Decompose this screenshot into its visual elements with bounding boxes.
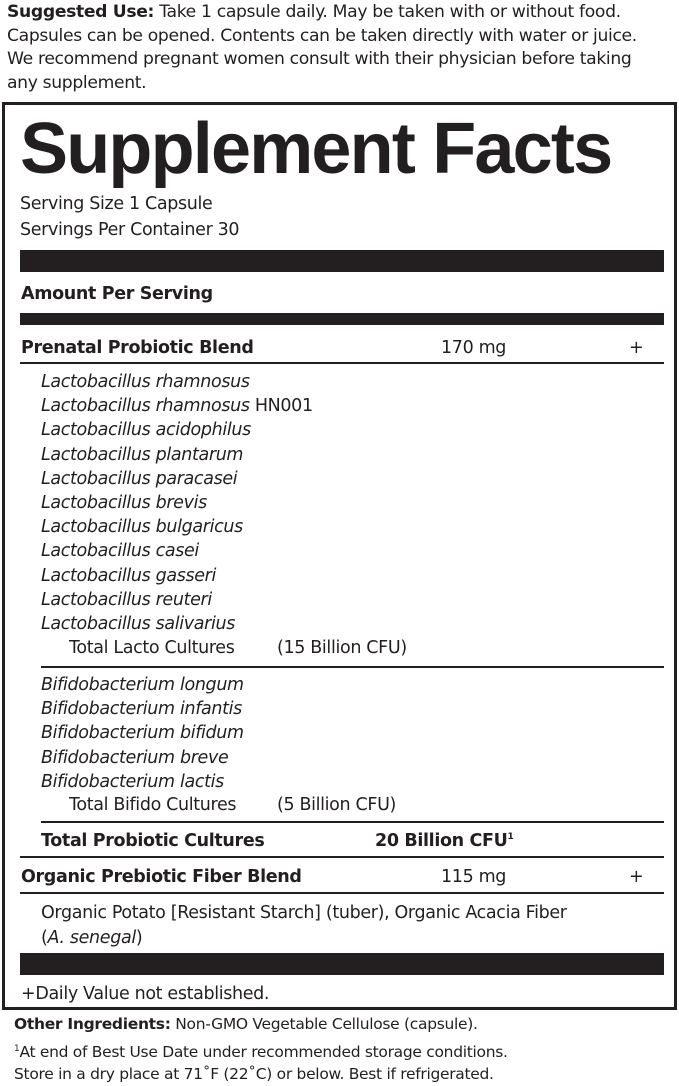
servings-per-container: Servings Per Container 30	[20, 220, 240, 240]
total-probiotic-label: Total Probiotic Cultures	[41, 831, 265, 851]
suggested-use-line2: Capsules can be opened. Contents can be taken directly with water or juice.	[7, 25, 637, 46]
total-probiotic-value: 20 Billion CFU$^1$	[375, 831, 514, 851]
suggested-use-line3: We recommend pregnant women consult with their physician before taking	[7, 49, 632, 69]
other-ingredients-label: Other Ingredients:	[14, 1015, 171, 1033]
suggested-use-line4: any supplement.	[7, 72, 147, 93]
footnote-line2: Store in a dry place at 71˚F (22˚C) or below. Best if refrigerated.	[14, 1065, 494, 1083]
daily-value-note: +Daily Value not established.	[21, 984, 270, 1004]
list-item: Bifidobacterium longum	[41, 675, 244, 695]
bifido-total-value: (5 Billion CFU)	[277, 795, 397, 815]
list-item: Bifidobacterium infantis	[41, 699, 242, 720]
list-item: Lactobacillus bulgaricus	[41, 517, 243, 538]
amount-per-serving: Amount Per Serving	[21, 284, 213, 304]
list-item: Lactobacillus casei	[41, 541, 199, 562]
row-rule	[41, 821, 664, 823]
list-item: Lactobacillus salivarius	[41, 614, 235, 635]
prenatal-blend-dv: +	[629, 338, 644, 358]
list-item: Lactobacillus gasseri	[41, 565, 217, 586]
suggested-use-label: Suggested Use:	[7, 2, 155, 22]
thick-divider	[20, 250, 664, 272]
list-item: Lactobacillus acidophilus	[41, 420, 251, 441]
lacto-total-label: Total Lacto Cultures	[69, 638, 235, 658]
list-item: Lactobacillus rhamnosus	[41, 372, 250, 392]
row-rule	[41, 666, 664, 668]
list-item: Bifidobacterium bifidum	[41, 723, 244, 744]
prebiotic-detail-line1: Organic Potato [Resistant Starch] (tuber), Organic Acacia Fiber	[41, 903, 567, 923]
footnote-line1: $^1$At end of Best Use Date under recommended storage conditions.	[14, 1043, 508, 1061]
suggested-use-line1: Take 1 capsule daily. May be taken with or without food.	[154, 2, 621, 22]
bifido-strain-list	[41, 673, 244, 794]
suggested-use	[7, 1, 675, 95]
bifido-total-label: Total Bifido Cultures	[69, 795, 237, 815]
thick-divider	[20, 953, 664, 975]
medium-divider	[20, 313, 664, 325]
row-rule	[20, 362, 664, 364]
serving-size: Serving Size 1 Capsule	[20, 194, 213, 214]
list-item: Lactobacillus rhamnosus HN001	[41, 396, 313, 417]
row-rule	[20, 892, 664, 894]
prenatal-blend-amount: 170 mg	[441, 338, 507, 358]
row-rule	[20, 856, 664, 858]
list-item: Bifidobacterium breve	[41, 747, 229, 768]
list-item: Lactobacillus plantarum	[41, 444, 244, 465]
list-item: Lactobacillus paracasei	[41, 468, 238, 489]
prebiotic-blend-dv: +	[629, 867, 644, 887]
other-ingredients-text: Non-GMO Vegetable Cellulose (capsule).	[170, 1015, 478, 1033]
list-item: Lactobacillus brevis	[41, 493, 207, 514]
lacto-total-value: (15 Billion CFU)	[277, 638, 407, 658]
prebiotic-detail-line2: (A. senegal)	[41, 928, 143, 948]
prenatal-blend-name: Prenatal Probiotic Blend	[21, 338, 254, 358]
lacto-strain-list	[41, 370, 313, 636]
list-item: Bifidobacterium lactis	[41, 771, 224, 792]
list-item: Lactobacillus reuteri	[41, 589, 212, 610]
panel-title: Supplement Facts	[20, 109, 612, 189]
prebiotic-blend-amount: 115 mg	[441, 867, 507, 887]
other-ingredients	[14, 1014, 478, 1034]
supplement-facts-panel	[2, 102, 677, 1010]
prebiotic-blend-name: Organic Prebiotic Fiber Blend	[21, 867, 302, 887]
